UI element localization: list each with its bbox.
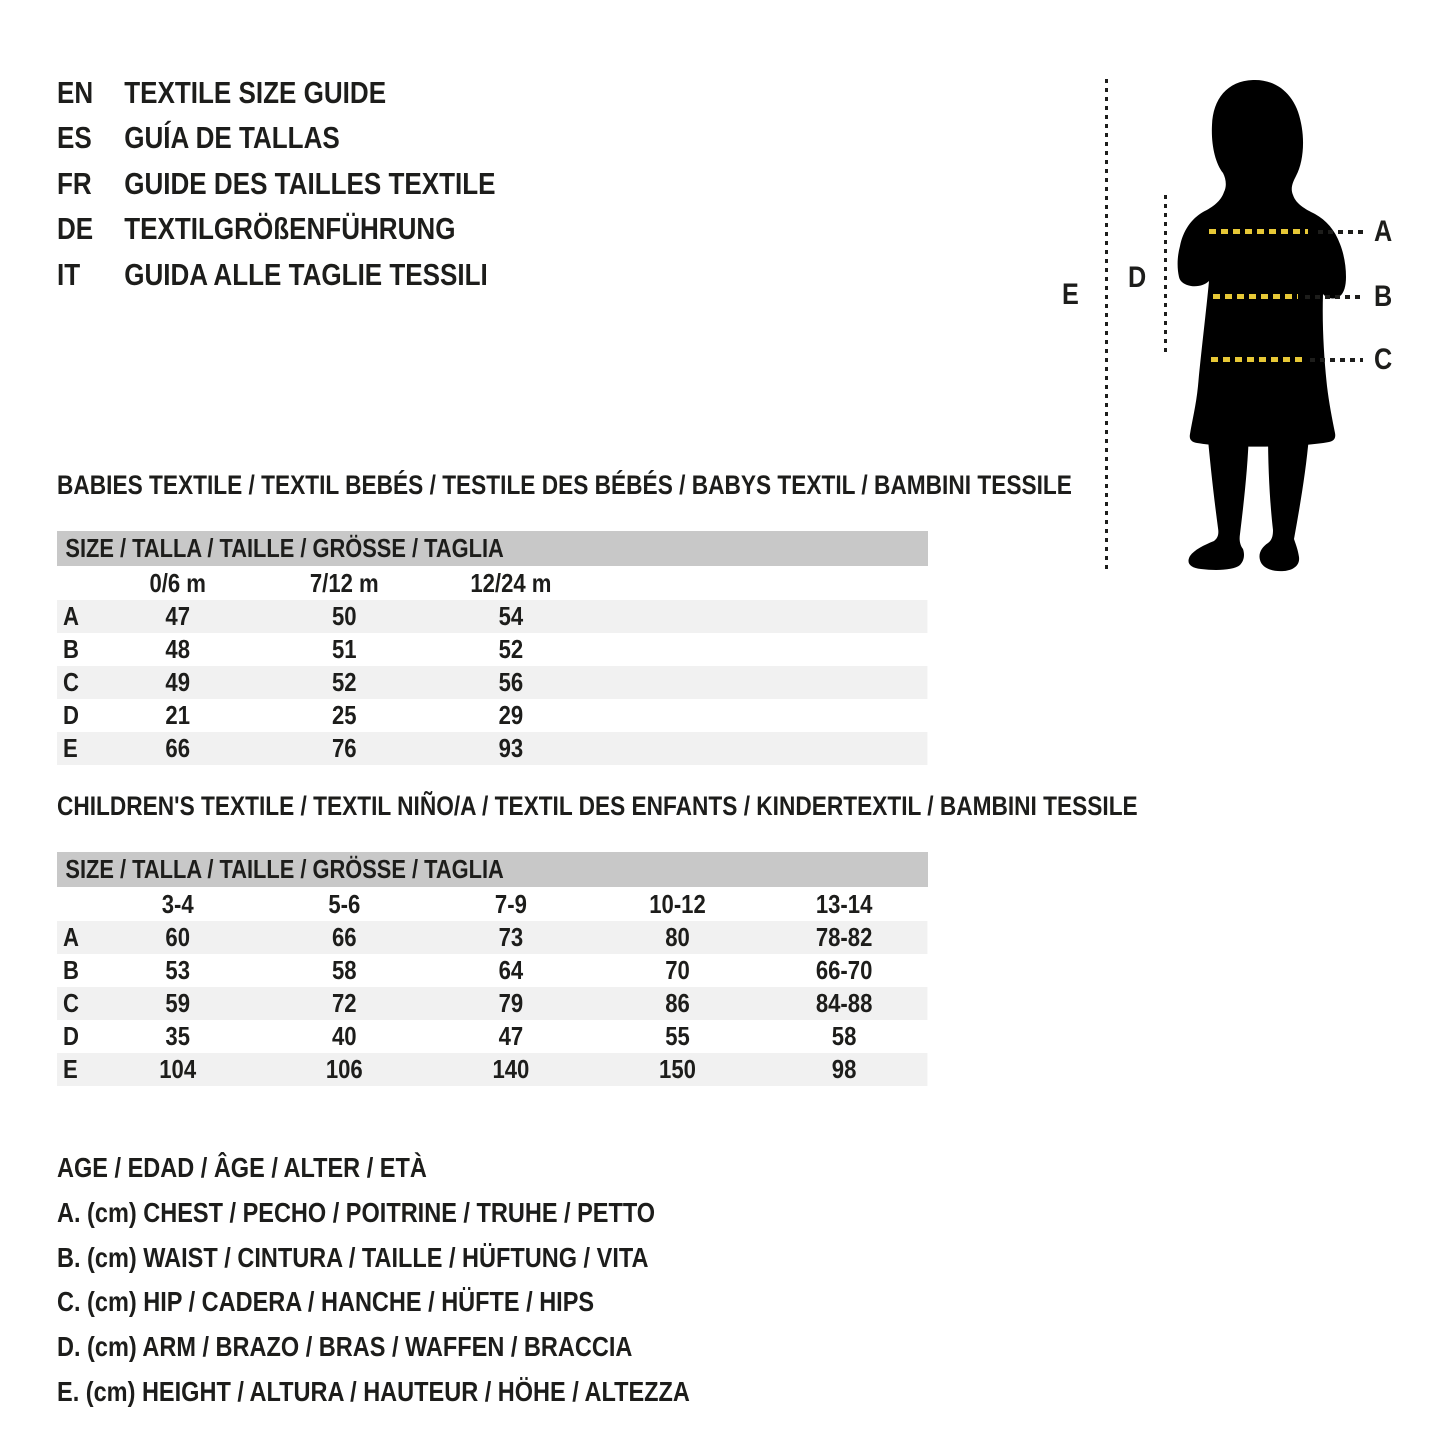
cell-value: 59 — [165, 988, 190, 1018]
cell-value: 98 — [831, 1054, 857, 1084]
cell-value: 73 — [498, 922, 524, 952]
table-row — [57, 1020, 927, 1053]
cell-value: 53 — [165, 955, 190, 985]
measure-label-c: C — [1374, 343, 1393, 376]
row-label: B — [62, 634, 79, 664]
cell-value: 52 — [498, 634, 524, 664]
guide-title-es: GUÍA DE TALLAS — [124, 120, 340, 156]
language-code: FR — [57, 165, 92, 201]
babies-column-header-row — [57, 566, 927, 600]
cell-value: 84-88 — [815, 988, 873, 1018]
legend-line-age: AGE / EDAD / ÂGE / ALTER / ETÀ — [57, 1152, 427, 1183]
column-header: 7-9 — [494, 888, 527, 919]
table-row — [57, 699, 927, 732]
row-label: E — [62, 1054, 78, 1084]
cell-value: 106 — [325, 1054, 363, 1084]
babies-size-table — [57, 566, 927, 765]
hip-measure-dash-c — [1211, 357, 1304, 362]
children-section-title: CHILDREN'S TEXTILE / TEXTIL NIÑO/A / TEXTIL DES ENFANTS / KINDERTEXTIL / BAMBINI TESSILE — [57, 791, 1138, 821]
waist-leader-line-b — [1305, 295, 1363, 299]
measure-label-b: B — [1374, 280, 1393, 313]
language-row-es — [57, 115, 579, 160]
children-size-header-bar: SIZE / TALLA / TAILLE / GRÖSSE / TAGLIA — [57, 852, 928, 887]
cell-value: 140 — [492, 1054, 530, 1084]
language-code: IT — [57, 256, 81, 292]
language-code: ES — [57, 120, 92, 156]
cell-value: 29 — [498, 700, 524, 730]
legend-line-hip: C. (cm) HIP / CADERA / HANCHE / HÜFTE / HIPS — [57, 1286, 595, 1318]
legend-line-chest: A. (cm) CHEST / PECHO / POITRINE / TRUHE / PETTO — [57, 1196, 656, 1228]
children-table-body — [57, 921, 927, 1086]
row-label: A — [62, 922, 79, 952]
cell-value: 66-70 — [815, 955, 873, 985]
row-label: C — [62, 667, 79, 697]
arm-measure-line-d — [1164, 195, 1167, 352]
chest-measure-dash-a — [1209, 229, 1308, 234]
table-row — [57, 666, 927, 699]
table-row — [57, 732, 927, 765]
cell-value: 58 — [332, 955, 357, 985]
cell-value: 66 — [165, 733, 190, 763]
babies-table-body — [57, 600, 927, 765]
row-label: A — [62, 601, 79, 631]
cell-value: 78-82 — [815, 922, 873, 952]
language-row-fr — [57, 161, 579, 206]
cell-value: 66 — [332, 922, 357, 952]
row-label: E — [62, 733, 78, 763]
cell-value: 55 — [665, 1021, 690, 1051]
measure-label-d: D — [1128, 261, 1147, 294]
guide-title-de: TEXTILGRÖßENFÜHRUNG — [124, 211, 456, 247]
measurement-legend — [57, 1146, 810, 1415]
cell-value: 80 — [665, 922, 690, 952]
cell-value: 51 — [332, 634, 357, 664]
cell-value: 52 — [332, 667, 357, 697]
cell-value: 70 — [665, 955, 690, 985]
cell-value: 50 — [332, 601, 357, 631]
table-row — [57, 633, 927, 666]
cell-value: 93 — [498, 733, 524, 763]
cell-value: 25 — [332, 700, 357, 730]
cell-value: 150 — [659, 1054, 696, 1084]
row-label: D — [62, 700, 79, 730]
cell-value: 104 — [159, 1054, 197, 1084]
language-code: DE — [57, 211, 94, 247]
language-title-list — [57, 70, 579, 297]
cell-value: 21 — [165, 700, 190, 730]
cell-value: 54 — [498, 601, 524, 631]
hip-leader-line-c — [1310, 358, 1363, 362]
legend-line-arm: D. (cm) ARM / BRAZO / BRAS / WAFFEN / BRACCIA — [57, 1331, 633, 1363]
children-column-header-row — [57, 887, 927, 921]
column-header: 13-14 — [815, 888, 873, 919]
cell-value: 48 — [165, 634, 190, 664]
cell-value: 47 — [165, 601, 190, 631]
guide-title-it: GUIDA ALLE TAGLIE TESSILI — [124, 256, 488, 292]
cell-value: 86 — [665, 988, 690, 1018]
cell-value: 64 — [498, 955, 524, 985]
measure-label-e: E — [1062, 278, 1079, 311]
cell-value: 79 — [498, 988, 524, 1018]
row-label: B — [62, 955, 79, 985]
table-row — [57, 954, 927, 987]
guide-title-fr: GUIDE DES TAILLES TEXTILE — [124, 165, 496, 201]
children-size-table — [57, 887, 927, 1086]
language-code: EN — [57, 75, 94, 110]
column-header: 12/24 m — [470, 567, 552, 598]
column-header: 7/12 m — [309, 567, 379, 598]
column-header: 10-12 — [649, 888, 706, 919]
language-row-it — [57, 252, 579, 297]
table-row — [57, 1053, 927, 1086]
chest-leader-line-a — [1318, 230, 1363, 234]
cell-value: 47 — [498, 1021, 524, 1051]
table-row — [57, 600, 927, 633]
cell-value: 72 — [332, 988, 357, 1018]
measure-label-a: A — [1374, 215, 1393, 248]
guide-title-en: TEXTILE SIZE GUIDE — [124, 75, 387, 110]
cell-value: 40 — [332, 1021, 357, 1051]
waist-measure-dash-b — [1213, 294, 1298, 299]
column-header: 5-6 — [328, 888, 361, 919]
babies-section-title: BABIES TEXTILE / TEXTIL BEBÉS / TESTILE DES BÉBÉS / BABYS TEXTIL / BAMBINI TESSILE — [57, 470, 1072, 500]
legend-line-height: E. (cm) HEIGHT / ALTURA / HAUTEUR / HÖHE / ALTEZZA — [57, 1375, 690, 1407]
column-header: 0/6 m — [149, 567, 206, 598]
legend-line-waist: B. (cm) WAIST / CINTURA / TAILLE / HÜFTUNG / VITA — [57, 1241, 649, 1273]
cell-value: 56 — [498, 667, 524, 697]
row-label: D — [62, 1021, 79, 1051]
cell-value: 60 — [165, 922, 190, 952]
babies-size-header-bar: SIZE / TALLA / TAILLE / GRÖSSE / TAGLIA — [57, 531, 928, 566]
cell-value: 35 — [165, 1021, 190, 1051]
language-row-de — [57, 206, 579, 251]
cell-value: 58 — [831, 1021, 857, 1051]
table-row — [57, 921, 927, 954]
cell-value: 76 — [332, 733, 357, 763]
child-silhouette — [1177, 78, 1347, 573]
language-row-en — [57, 70, 579, 115]
row-label: C — [62, 988, 79, 1018]
table-row — [57, 987, 927, 1020]
cell-value: 49 — [165, 667, 190, 697]
column-header: 3-4 — [161, 888, 194, 919]
